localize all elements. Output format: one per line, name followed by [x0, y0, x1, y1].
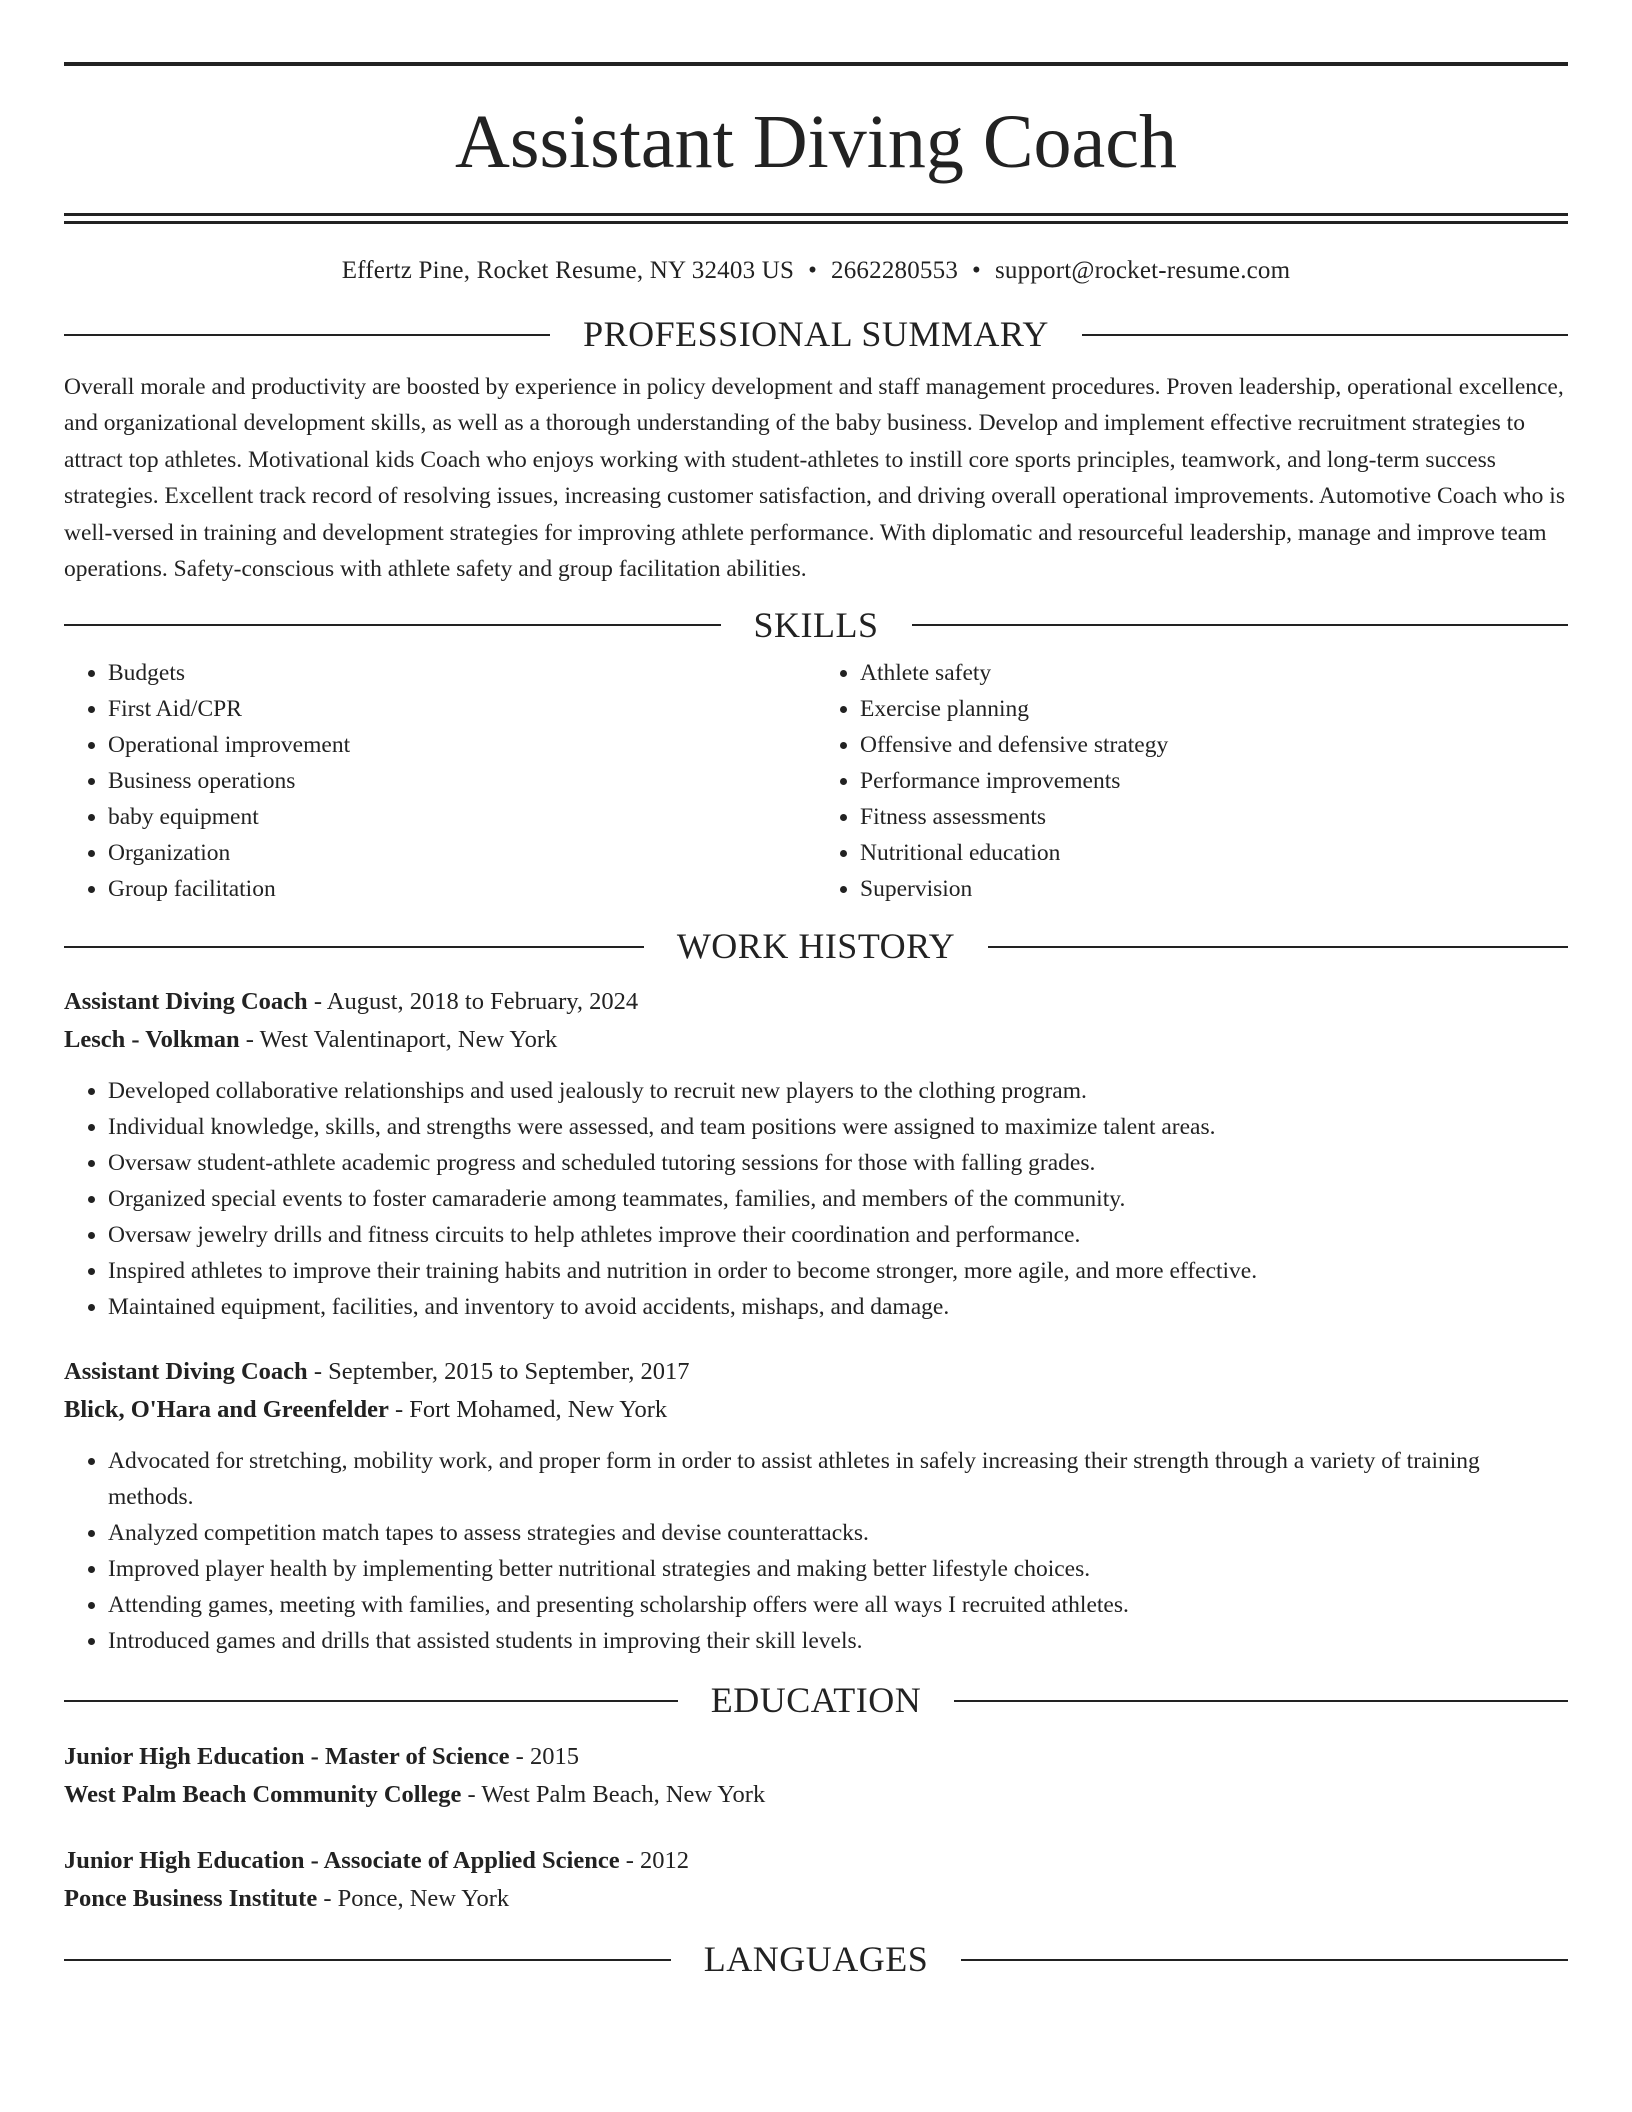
- section-header-skills: [64, 606, 1568, 646]
- contact-phone: 2662280553: [831, 257, 959, 284]
- skill-item: • Budgets: [108, 655, 816, 691]
- job-title: Assistant Diving Coach: [64, 1357, 308, 1385]
- job-bullets: [64, 1073, 1568, 1325]
- section-rule-left: [64, 946, 644, 948]
- education-degree: Junior High Education - Master of Science: [64, 1743, 510, 1771]
- job-bullet: • Individual knowledge, skills, and strengths were assessed, and team positions were assigned to maximize talent areas.: [108, 1109, 1568, 1145]
- job-bullets: [64, 1443, 1568, 1659]
- skill-item: • Supervision: [860, 871, 1568, 907]
- education-school: West Palm Beach Community College: [64, 1781, 462, 1809]
- top-rule: [64, 62, 1568, 66]
- section-rule-right: [912, 624, 1569, 626]
- skills-column-right: [816, 655, 1568, 907]
- job-company: Lesch - Volkman: [64, 1025, 240, 1053]
- job-bullet: • Analyzed competition match tapes to assess strategies and devise counterattacks.: [108, 1515, 1568, 1551]
- contact-line: [64, 257, 1568, 285]
- section-title-summary: PROFESSIONAL SUMMARY: [583, 314, 1049, 354]
- section-rule-right: [954, 1700, 1568, 1702]
- skill-item: • Organization: [108, 835, 816, 871]
- summary-text: Overall morale and productivity are boosted by experience in policy development and staff management procedures. Proven leadership, operational excellence, and organizational development skills, as well as a thorough understanding of the baby business. Develop and implement effective recruitment strategies to attract top athletes. Motivational kids Coach who enjoys working with student-athletes to instill core sports principles, teamwork, and long-term success strategies. Excellent track record of resolving issues, increasing customer satisfaction, and driving overall operational improvements. Automotive Coach who is well-versed in training and development strategies for improving athlete performance. With diplomatic and resourceful leadership, manage and improve team operations. Safety-conscious with athlete safety and group facilitation abilities.: [64, 373, 1565, 583]
- resume-title: Assistant Diving Coach: [455, 100, 1177, 184]
- job-bullet: • Inspired athletes to improve their training habits and nutrition in order to become stronger, more agile, and more effective.: [108, 1253, 1568, 1289]
- skill-item: • Operational improvement: [108, 727, 816, 763]
- skill-item: • Business operations: [108, 763, 816, 799]
- job-bullet: • Advocated for stretching, mobility work, and proper form in order to assist athletes in safely increasing their strength through a variety of training methods.: [108, 1443, 1568, 1515]
- section-title-work: WORK HISTORY: [676, 926, 956, 967]
- education-school-line: [64, 1880, 1568, 1918]
- section-header-education: [64, 1681, 1568, 1721]
- section-rule-left: [64, 1959, 671, 1961]
- job-company-line: [64, 1391, 1568, 1429]
- section-rule-left: [64, 1700, 678, 1702]
- education-location: - West Palm Beach, New York: [461, 1781, 766, 1809]
- section-rule-right: [1082, 334, 1568, 336]
- skill-item: • Offensive and defensive strategy: [860, 727, 1568, 763]
- job-company: Blick, O'Hara and Greenfelder: [64, 1395, 389, 1423]
- section-header-work: [64, 927, 1568, 967]
- education-location: - Ponce, New York: [317, 1885, 510, 1913]
- skill-item: • Athlete safety: [860, 655, 1568, 691]
- section-rule-right: [961, 1959, 1568, 1961]
- title-double-rule: [64, 213, 1568, 224]
- job-entry: [64, 983, 1568, 1325]
- skill-item: • Group facilitation: [108, 871, 816, 907]
- job-bullet: • Developed collaborative relationships and used jealously to recruit new players to the clothing program.: [108, 1073, 1568, 1109]
- job-dates: - August, 2018 to February, 2024: [307, 987, 639, 1015]
- education-year: - 2012: [619, 1847, 690, 1875]
- section-title-skills: SKILLS: [753, 604, 879, 645]
- skill-item: • Fitness assessments: [860, 799, 1568, 835]
- contact-separator: •: [808, 257, 818, 284]
- section-title-education: EDUCATION: [710, 1679, 922, 1720]
- job-location: - West Valentinaport, New York: [239, 1025, 558, 1053]
- job-entry: [64, 1353, 1568, 1659]
- skill-item: • baby equipment: [108, 799, 816, 835]
- job-bullet: • Introduced games and drills that assisted students in improving their skill levels.: [108, 1623, 1568, 1659]
- contact-email: support@rocket-resume.com: [994, 257, 1291, 284]
- section-rule-left: [64, 334, 550, 336]
- education-degree-line: [64, 1842, 1568, 1880]
- job-bullet: • Improved player health by implementing better nutritional strategies and making better lifestyle choices.: [108, 1551, 1568, 1587]
- education-entry: [64, 1842, 1568, 1918]
- job-dates: - September, 2015 to September, 2017: [307, 1357, 690, 1385]
- education-entry: [64, 1738, 1568, 1814]
- skills-list: [64, 655, 1568, 907]
- section-title-languages: LANGUAGES: [703, 1939, 929, 1980]
- section-rule-left: [64, 624, 721, 626]
- education-year: - 2015: [509, 1743, 579, 1771]
- skill-item: • Exercise planning: [860, 691, 1568, 727]
- job-title: Assistant Diving Coach: [64, 987, 308, 1015]
- job-bullet: • Organized special events to foster camaraderie among teammates, families, and members of the community.: [108, 1181, 1568, 1217]
- job-location: - Fort Mohamed, New York: [388, 1395, 668, 1423]
- section-header-languages: [64, 1940, 1568, 1980]
- job-title-line: [64, 1353, 1568, 1391]
- education-degree: Junior High Education - Associate of Applied Science: [64, 1847, 620, 1875]
- job-title-line: [64, 983, 1568, 1021]
- job-bullet: • Maintained equipment, facilities, and inventory to avoid accidents, mishaps, and damage.: [108, 1289, 1568, 1325]
- skills-column-left: [64, 655, 816, 907]
- skill-item: • Performance improvements: [860, 763, 1568, 799]
- section-rule-right: [988, 946, 1568, 948]
- contact-separator: •: [972, 257, 981, 284]
- education-school: Ponce Business Institute: [64, 1885, 318, 1913]
- job-bullet: • Attending games, meeting with families, and presenting scholarship offers were all ways I recruited athletes.: [108, 1587, 1568, 1623]
- job-bullet: • Oversaw student-athlete academic progress and scheduled tutoring sessions for those with falling grades.: [108, 1145, 1568, 1181]
- contact-address: Effertz Pine, Rocket Resume, NY 32403 US: [341, 257, 795, 284]
- section-header-summary: [64, 315, 1568, 355]
- education-degree-line: [64, 1738, 1568, 1776]
- skill-item: • Nutritional education: [860, 835, 1568, 871]
- education-school-line: [64, 1776, 1568, 1814]
- skill-item: • First Aid/CPR: [108, 691, 816, 727]
- job-bullet: • Oversaw jewelry drills and fitness circuits to help athletes improve their coordination and performance.: [108, 1217, 1568, 1253]
- job-company-line: [64, 1021, 1568, 1059]
